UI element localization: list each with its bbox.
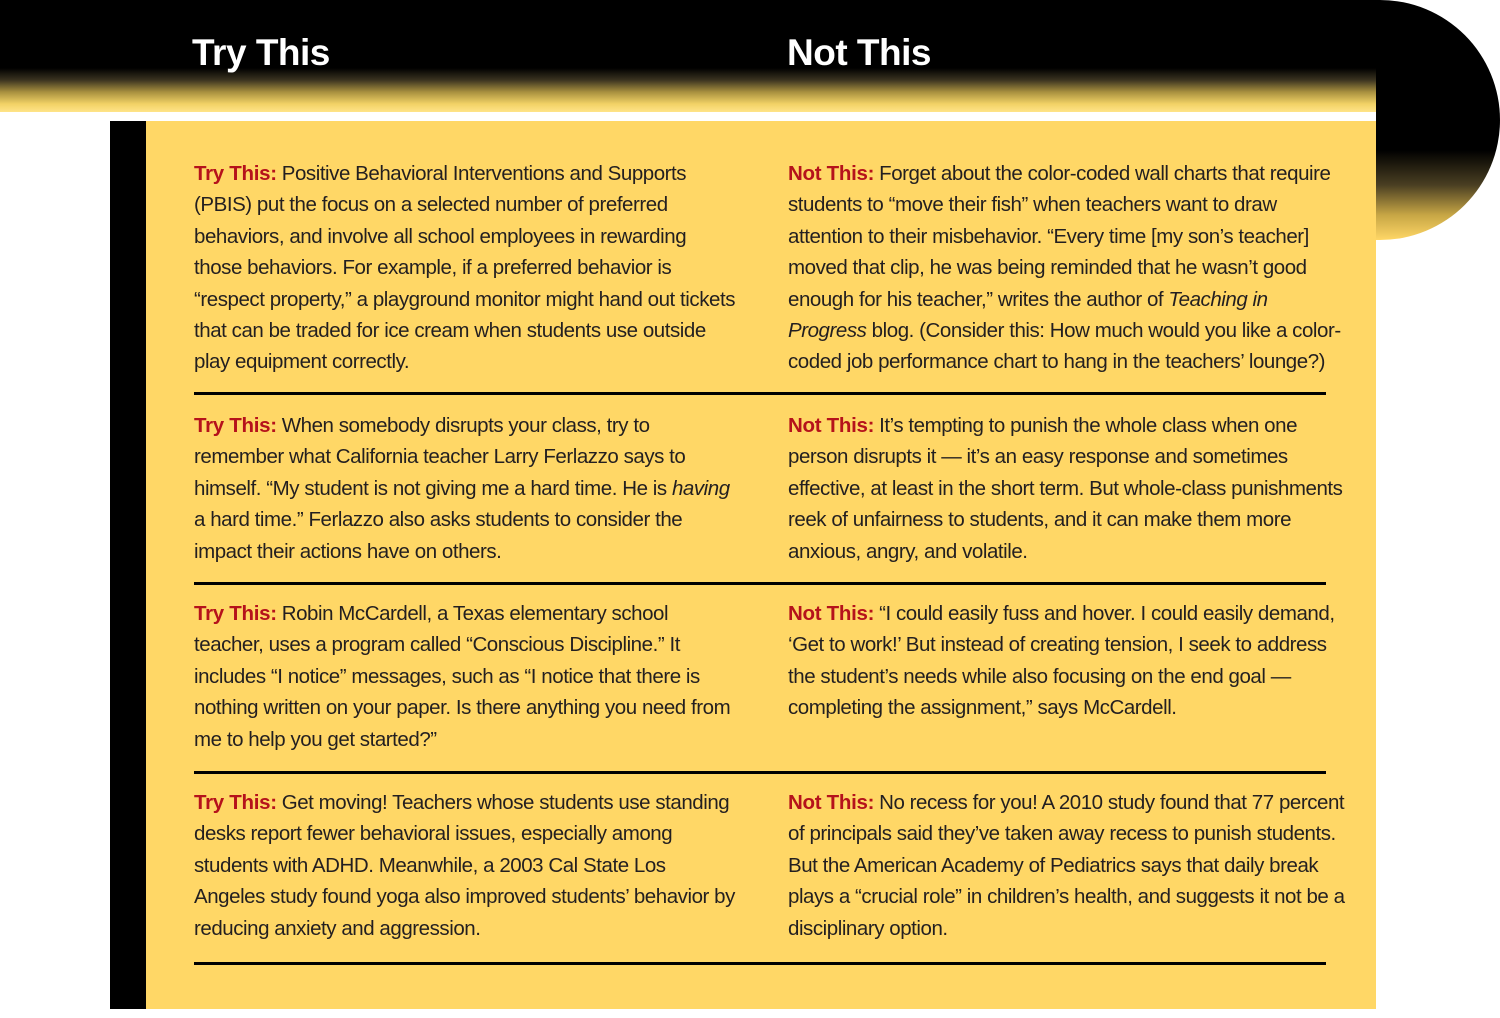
not-this-text-continued: blog. (Consider this: How much would you like a color-coded job performance chart to hang in the teachers’ lounge?)	[788, 319, 1341, 374]
not-this-text: It’s tempting to punish the whole class when one person disrupts it — it’s an easy response and sometimes effective, at least in the short term. But whole-class punishments reek of unfairness to students, and it can make them more anxious, angry, and volatile.	[788, 414, 1343, 563]
not-this-label: Not This:	[788, 414, 875, 437]
try-this-text: Robin McCardell, a Texas elementary school teacher, uses a program called “Conscious Discipline.” It includes “I notice” messages, such as “I notice that there is nothing written on your paper. Is there anything you need from me to help you get started?”	[194, 602, 731, 751]
not-this-text: “I could easily fuss and hover. I could easily demand, ‘Get to work!’ But instead of creating tension, I seek to address the student’s needs while also focusing on the end goal — completing the assignment,” says McCardell.	[788, 602, 1335, 720]
try-this-cell	[194, 598, 739, 755]
not-this-cell	[788, 410, 1348, 567]
try-this-cell	[194, 787, 739, 944]
try-this-label: Try This:	[194, 602, 277, 625]
row-divider	[194, 392, 1326, 395]
try-this-heading: Try This	[192, 32, 330, 73]
not-this-cell	[788, 787, 1348, 944]
not-this-heading: Not This	[787, 32, 931, 73]
row-divider	[194, 771, 1326, 774]
not-this-label: Not This:	[788, 602, 875, 625]
decorative-half-circle	[1376, 0, 1500, 240]
try-this-text: Get moving! Teachers whose students use standing desks report fewer behavioral issues, especially among students with ADHD. Meanwhile, a 2003 Cal State Los Angeles study found yoga also improved students’ behavior by reducing anxiety and aggression.	[194, 791, 735, 940]
left-accent-bar	[110, 121, 146, 1009]
try-this-label: Try This:	[194, 414, 277, 437]
try-this-text: Positive Behavioral Interventions and Supports (PBIS) put the focus on a selected number of preferred behaviors, and involve all school employees in rewarding those behaviors. For example, if a preferred behavior is “respect property,” a playground monitor might hand out tickets that can be traded for ice cream when students use outside play equipment correctly.	[194, 162, 735, 374]
try-this-cell	[194, 410, 739, 567]
try-this-label: Try This:	[194, 162, 277, 185]
not-this-text: No recess for you! A 2010 study found that 77 percent of principals said they’ve taken away recess to punish students. But the American Academy of Pediatrics says that daily break plays a “crucial role” in children’s health, and suggests it not be a disciplinary option.	[788, 791, 1345, 940]
not-this-text: Forget about the color-coded wall charts that require students to “move their fish” when teachers want to draw attention to their misbehavior. “Every time [my son’s teacher] moved that clip, he was being reminded that he wasn’t good enough for his teacher,” writes the author of	[788, 162, 1331, 311]
emphasis-text: having	[671, 476, 730, 500]
blog-title: Teaching in Progress	[788, 287, 1268, 343]
not-this-label: Not This:	[788, 162, 875, 185]
not-this-cell	[788, 158, 1348, 378]
not-this-label: Not This:	[788, 791, 875, 814]
try-this-text: When somebody disrupts your class, try to remember what California teacher Larry Ferlazzo says to himself. “My student is not giving me a hard time. He is	[194, 414, 686, 500]
try-this-text-continued: a hard time.” Ferlazzo also asks students to consider the impact their actions have on others.	[194, 508, 683, 563]
row-divider	[194, 582, 1326, 585]
try-this-cell	[194, 158, 739, 378]
try-this-label: Try This:	[194, 791, 277, 814]
row-divider	[194, 962, 1326, 965]
not-this-cell	[788, 598, 1348, 724]
